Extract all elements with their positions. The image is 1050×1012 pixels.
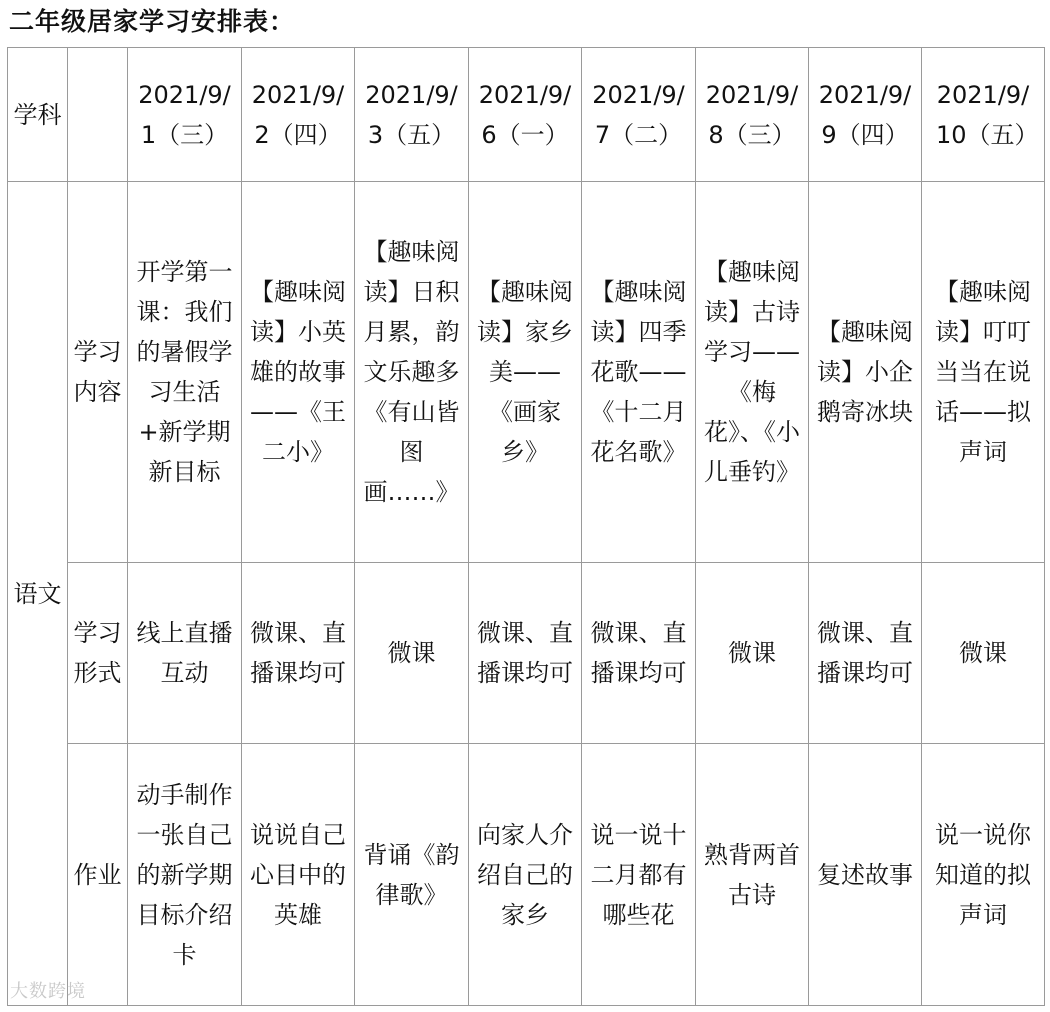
table-cell: 【趣味阅读】叮叮当当在说话——拟声词 (922, 182, 1045, 563)
schedule-table (7, 47, 1045, 1006)
table-row (8, 182, 1045, 563)
table-cell: 【趣味阅读】家乡美——《画家乡》 (469, 182, 582, 563)
table-cell: 微课 (922, 563, 1045, 744)
table-cell: 【趣味阅读】古诗学习——《梅花》、《小儿垂钓》 (696, 182, 809, 563)
date-header-2: 2021/9/2（四） (242, 48, 355, 182)
table-cell: 微课、直播课均可 (242, 563, 355, 744)
table-row (8, 563, 1045, 744)
table-row (8, 744, 1045, 1006)
table-cell: 微课、直播课均可 (809, 563, 922, 744)
table-cell: 说一说十二月都有哪些花 (582, 744, 696, 1006)
table-cell: 说说自己心目中的英雄 (242, 744, 355, 1006)
date-header-1: 2021/9/1（三） (128, 48, 242, 182)
page-title: 二年级居家学习安排表： (9, 7, 296, 36)
row-label-content: 学习内容 (68, 182, 128, 563)
row-label-format: 学习形式 (68, 563, 128, 744)
table-cell: 【趣味阅读】日积月累，韵文乐趣多《有山皆图画……》 (355, 182, 469, 563)
table-cell: 向家人介绍自己的家乡 (469, 744, 582, 1006)
table-cell: 微课 (696, 563, 809, 744)
table-cell: 复述故事 (809, 744, 922, 1006)
header-row (8, 48, 1045, 182)
date-header-4: 2021/9/6（一） (469, 48, 582, 182)
date-header-3: 2021/9/3（五） (355, 48, 469, 182)
date-header-7: 2021/9/9（四） (809, 48, 922, 182)
row-label-homework: 作业 (68, 744, 128, 1006)
row-label-header-cell (68, 48, 128, 182)
table-cell: 线上直播互动 (128, 563, 242, 744)
table-cell: 微课 (355, 563, 469, 744)
subject-label: 语文 (13, 579, 62, 608)
table-cell: 背诵《韵律歌》 (355, 744, 469, 1006)
table-cell: 开学第一课：我们的暑假学习生活+新学期新目标 (128, 182, 242, 563)
table-cell: 微课、直播课均可 (469, 563, 582, 744)
watermark: 大数跨境 (10, 981, 86, 1002)
table-cell: 【趣味阅读】小企鹅寄冰块 (809, 182, 922, 563)
subject-cell (8, 182, 68, 1006)
subject-header-label: 学科 (13, 100, 62, 129)
table-cell: 说一说你知道的拟声词 (922, 744, 1045, 1006)
table-cell: 熟背两首古诗 (696, 744, 809, 1006)
date-header-8: 2021/9/10（五） (922, 48, 1045, 182)
table-cell: 动手制作一张自己的新学期目标介绍卡 (128, 744, 242, 1006)
table-cell: 【趣味阅读】小英雄的故事——《王二小》 (242, 182, 355, 563)
subject-header-cell (8, 48, 68, 182)
table-cell: 微课、直播课均可 (582, 563, 696, 744)
date-header-5: 2021/9/7（二） (582, 48, 696, 182)
table-cell: 【趣味阅读】四季花歌——《十二月花名歌》 (582, 182, 696, 563)
date-header-6: 2021/9/8（三） (696, 48, 809, 182)
